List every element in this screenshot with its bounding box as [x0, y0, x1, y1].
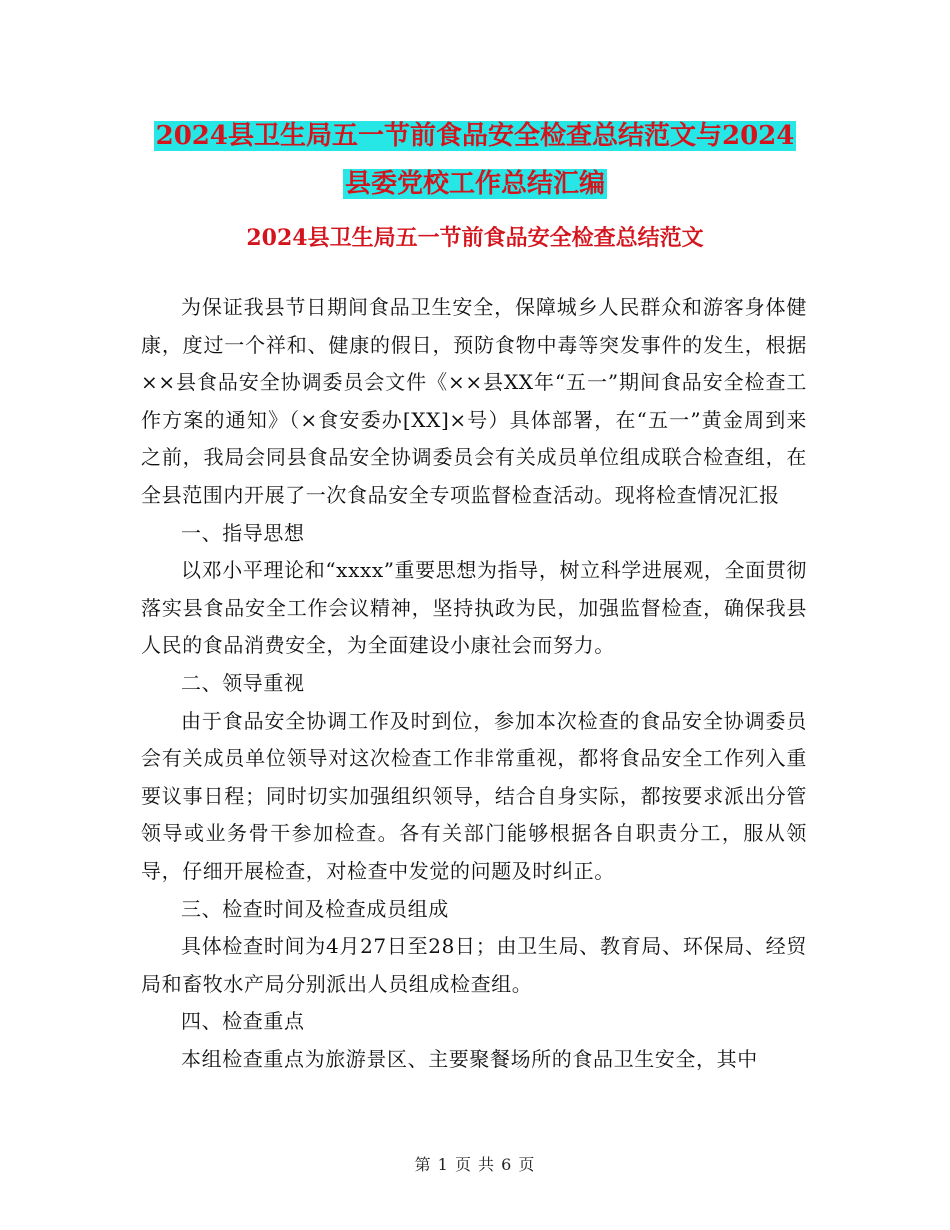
paragraph-inspection-time: 具体检查时间为4月27日至28日；由卫生局、教育局、环保局、经贸局和畜牧水产局分别派出人员组成检查组。 — [141, 934, 807, 996]
document-title-line2: 县委党校工作总结汇编 — [344, 169, 605, 199]
heading-inspection-focus: 四、检查重点 — [181, 1009, 305, 1034]
document-title-line1: 2024县卫生局五一节前食品安全检查总结范文与2024 — [155, 121, 795, 151]
heading-guiding-ideology: 一、指导思想 — [181, 520, 305, 545]
page-footer: 第 1 页 共 6 页 — [414, 1155, 536, 1174]
document-body — [141, 289, 807, 1078]
heading-inspection-time: 三、检查时间及检查成员组成 — [181, 896, 449, 921]
heading-leadership: 二、领导重视 — [181, 670, 305, 695]
paragraph-guiding-ideology: 以邓小平理论和“xxxx”重要思想为指导，树立科学进展观，全面贯彻落实县食品安全工作会议精神，坚持执政为民，加强监督检查，确保我县人民的食品消费安全，为全面建设小康社会而努力。 — [141, 558, 807, 658]
paragraph-inspection-focus: 本组检查重点为旅游景区、主要聚餐场所的食品卫生安全，其中 — [181, 1046, 758, 1071]
document-title — [140, 112, 810, 208]
paragraph-intro: 为保证我县节日期间食品卫生安全，保障城乡人民群众和游客身体健康，度过一个祥和、健康的假日，预防食物中毒等突发事件的发生，根据××县食品安全协调委员会文件《××县XX年“五一”期间食品安全检查工作方案的通知》（×食安委办[XX]×号）具体部署，在“五一”黄金周到来之前，我局会同县食品安全协调委员会有关成员单位组成联合检查组，在全县范围内开展了一次食品安全专项监督检查活动。现将检查情况汇报 — [141, 295, 807, 507]
section-title: 2024县卫生局五一节前食品安全检查总结范文 — [246, 225, 704, 251]
paragraph-leadership: 由于食品安全协调工作及时到位，参加本次检查的食品安全协调委员会有关成员单位领导对这次检查工作非常重视，都将食品安全工作列入重要议事日程；同时切实加强组织领导，结合自身实际，都按要求派出分管领导或业务骨干参加检查。各有关部门能够根据各自职责分工，服从领导，仔细开展检查，对检查中发觉的问题及时纠正。 — [141, 708, 807, 883]
